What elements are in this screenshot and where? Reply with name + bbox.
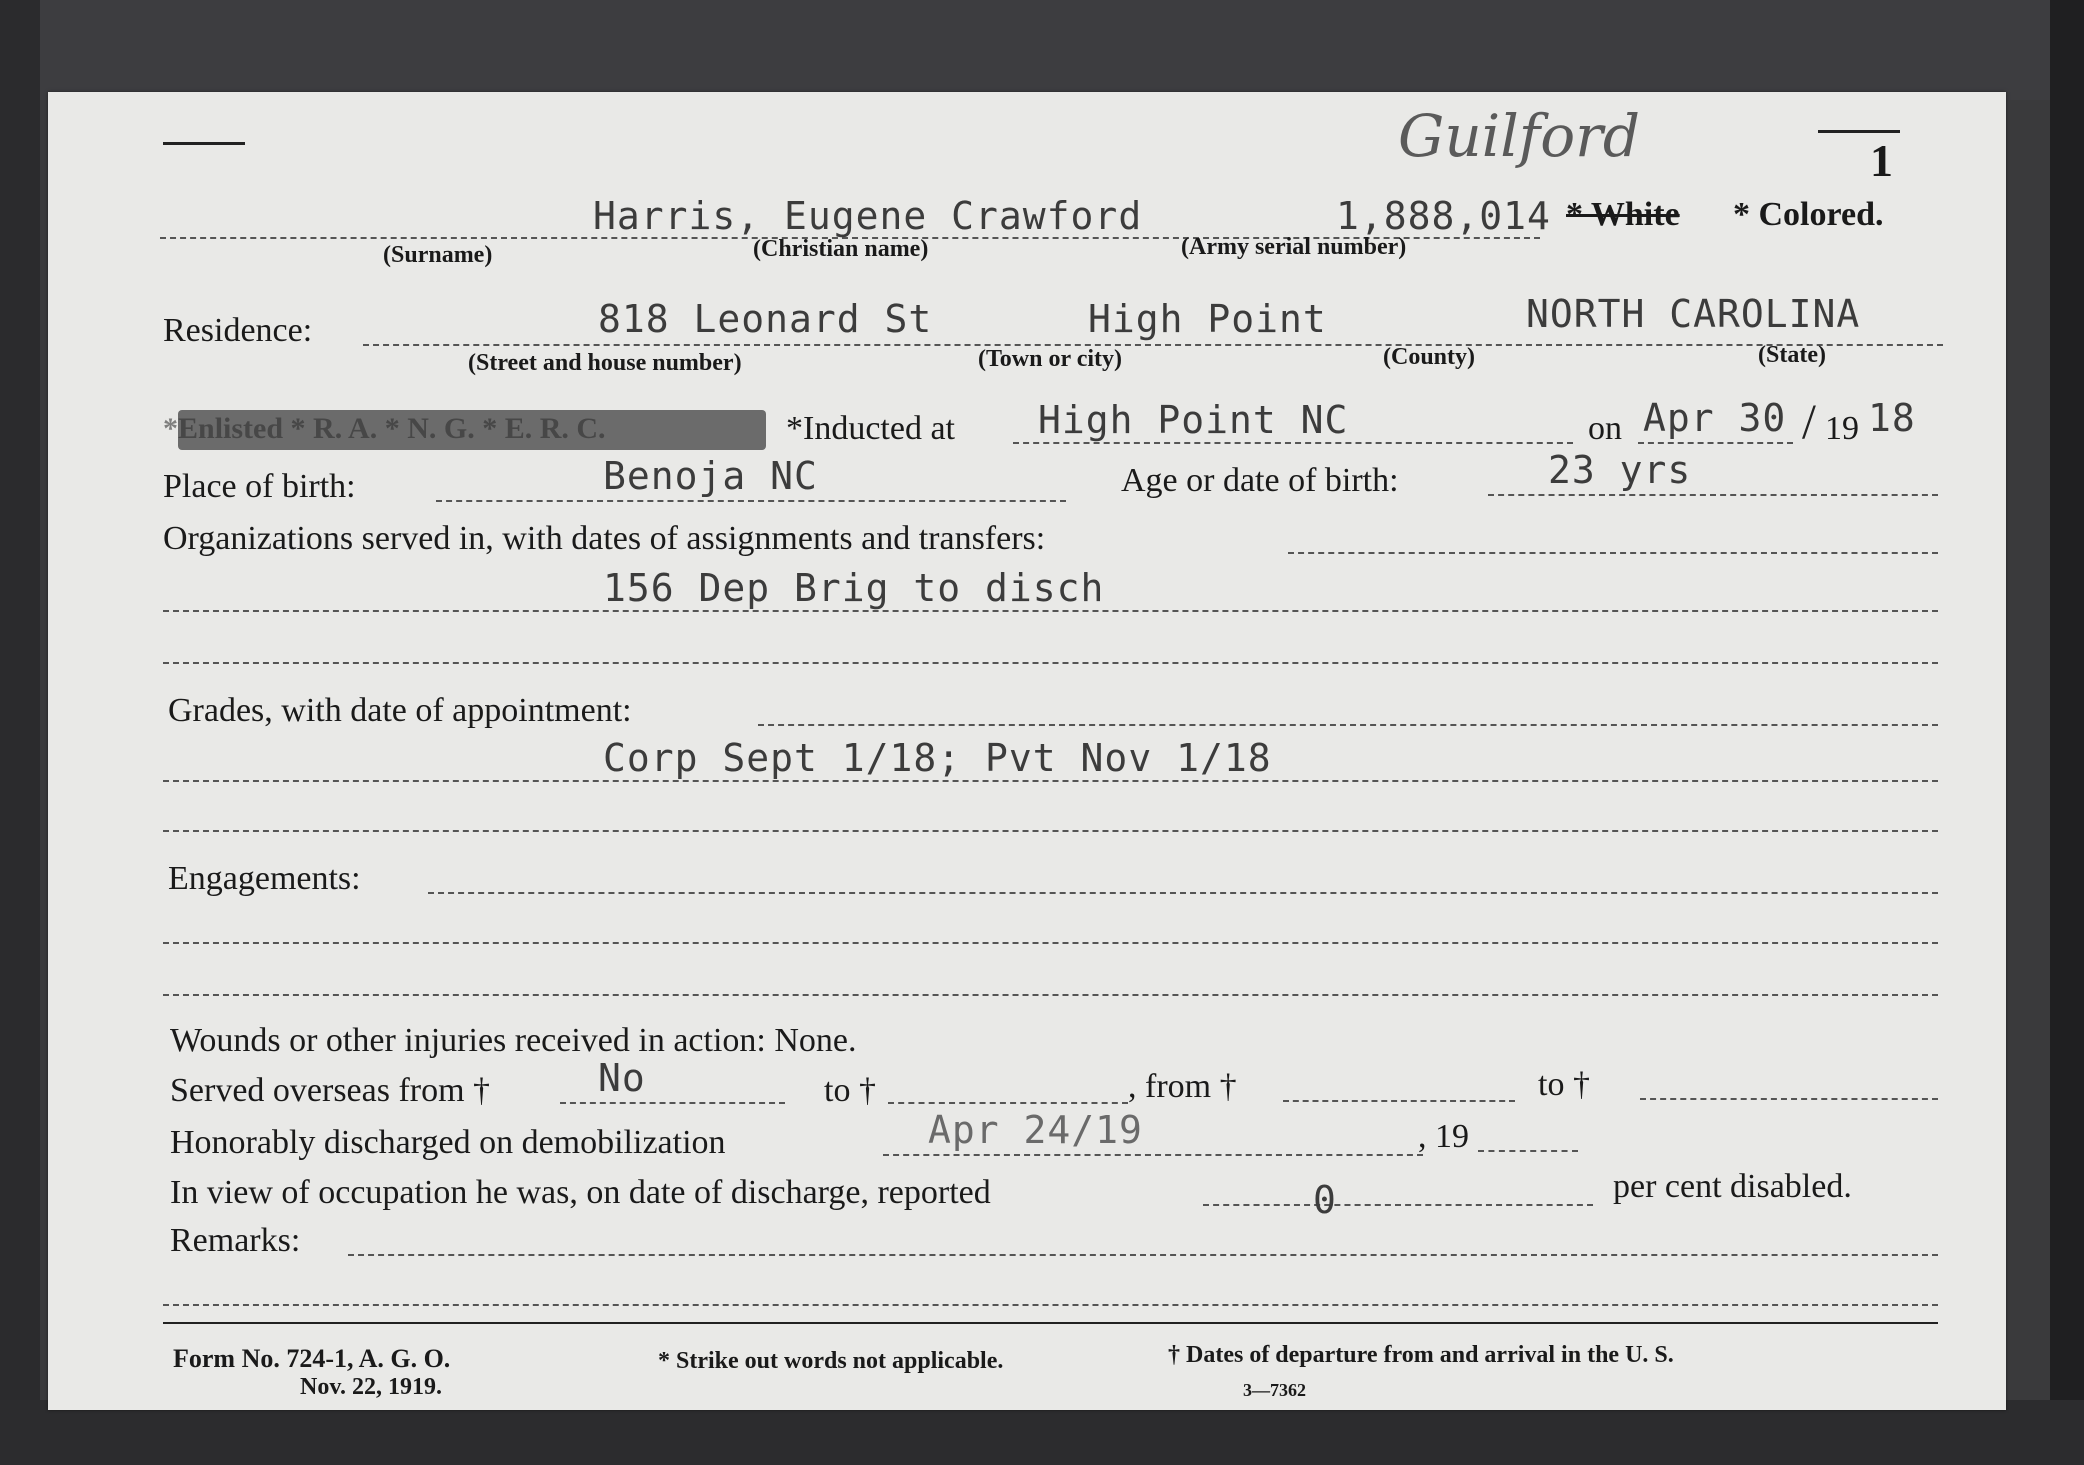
top-left-rule — [163, 142, 245, 145]
discharge-year-label: , 19 — [1418, 1118, 1469, 1155]
engagements-label: Engagements: — [168, 860, 361, 897]
overseas-from-line — [560, 1102, 785, 1104]
overseas-value: No — [598, 1056, 646, 1100]
discharge-line — [883, 1154, 1423, 1156]
city-caption: (Town or city) — [978, 346, 1122, 372]
inducted-year: 18 — [1868, 396, 1916, 440]
print-number: 3—7362 — [1243, 1380, 1306, 1400]
inducted-date: Apr 30 — [1643, 396, 1787, 440]
county-handwritten: Guilford — [1398, 102, 1641, 170]
inducted-place: High Point NC — [1038, 398, 1349, 442]
discharge-year-line — [1478, 1150, 1578, 1152]
year-prefix: 19 — [1825, 410, 1859, 447]
date-slash: / — [1802, 393, 1816, 449]
age-value: 23 yrs — [1548, 448, 1692, 492]
place-of-birth-value: Benoja NC — [603, 454, 818, 498]
dates-note: † Dates of departure from and arrival in the U. S. — [1168, 1342, 1674, 1368]
on-label: on — [1588, 410, 1622, 447]
white-option: * White — [1566, 196, 1680, 233]
grades-label: Grades, with date of appointment: — [168, 692, 632, 729]
discharge-date: Apr 24/19 — [928, 1108, 1143, 1152]
grades-line-3 — [163, 830, 1938, 832]
card-number: 1 — [1870, 135, 1893, 186]
strike-note: * Strike out words not applicable. — [658, 1348, 1004, 1374]
overseas-from-label: Served overseas from † — [170, 1072, 491, 1109]
overseas-to2-line — [1640, 1098, 1938, 1100]
top-right-rule — [1818, 130, 1900, 133]
disability-label: In view of occupation he was, on date of discharge, reported — [170, 1174, 991, 1211]
remarks-line-2 — [163, 1304, 1938, 1306]
discharge-label: Honorably discharged on demobilization — [170, 1124, 726, 1161]
disability-value: 0 — [1313, 1178, 1337, 1222]
county-caption: (County) — [1383, 344, 1476, 370]
age-label: Age or date of birth: — [1121, 462, 1399, 499]
engagements-line-3 — [163, 994, 1938, 996]
remarks-label: Remarks: — [170, 1222, 301, 1259]
footer-rule — [163, 1322, 1938, 1324]
street-caption: (Street and house number) — [468, 350, 742, 376]
serial-caption: (Army serial number) — [1181, 234, 1407, 260]
overseas-to-line — [888, 1102, 1128, 1104]
serial-value: 1,888,014 — [1336, 194, 1551, 238]
grades-line-1 — [758, 724, 1938, 726]
residence-city: High Point — [1088, 297, 1327, 341]
organizations-line-2 — [163, 610, 1938, 612]
colored-option: * Colored. — [1733, 196, 1884, 233]
name-value: Harris, Eugene Crawford — [593, 194, 1143, 238]
place-of-birth-line — [436, 500, 1066, 502]
background-left — [0, 0, 40, 1465]
grades-line-2 — [163, 780, 1938, 782]
organizations-label: Organizations served in, with dates of assignments and transfers: — [163, 520, 1046, 557]
disability-suffix: per cent disabled. — [1613, 1168, 1852, 1205]
enlisted-options: *Enlisted * R. A. * N. G. * E. R. C. — [163, 412, 606, 445]
form-number: Form No. 724-1, A. G. O. — [173, 1344, 451, 1373]
state-caption: (State) — [1758, 342, 1826, 368]
grades-value: Corp Sept 1/18; Pvt Nov 1/18 — [603, 736, 1272, 780]
organizations-line-3 — [163, 662, 1938, 664]
christian-name-caption: (Christian name) — [753, 236, 929, 262]
disability-line — [1203, 1204, 1593, 1206]
on-date-line — [1638, 442, 1793, 444]
engagements-line-1 — [428, 892, 1938, 894]
overseas-from2-line — [1283, 1100, 1515, 1102]
residence-label: Residence: — [163, 312, 313, 349]
service-record-card — [48, 92, 2006, 1410]
inducted-line — [1013, 442, 1573, 444]
residence-street: 818 Leonard St — [598, 297, 933, 341]
engagements-line-2 — [163, 942, 1938, 944]
form-date: Nov. 22, 1919. — [300, 1374, 443, 1400]
age-line — [1488, 494, 1938, 496]
inducted-label: *Inducted at — [786, 410, 955, 447]
organizations-value: 156 Dep Brig to disch — [603, 566, 1105, 610]
wounds-label: Wounds or other injuries received in action: None. — [170, 1022, 857, 1059]
background-right — [2050, 0, 2084, 1465]
overseas-from2-label: , from † — [1128, 1068, 1237, 1105]
residence-line — [363, 344, 1943, 346]
place-of-birth-label: Place of birth: — [163, 468, 356, 505]
residence-state: NORTH CAROLINA — [1526, 292, 1861, 336]
remarks-line-1 — [348, 1254, 1938, 1256]
surname-caption: (Surname) — [383, 242, 493, 268]
background-top — [0, 0, 2084, 100]
overseas-to2-label: to † — [1538, 1066, 1590, 1103]
overseas-to-label: to † — [824, 1072, 876, 1109]
organizations-line-1 — [1288, 552, 1938, 554]
